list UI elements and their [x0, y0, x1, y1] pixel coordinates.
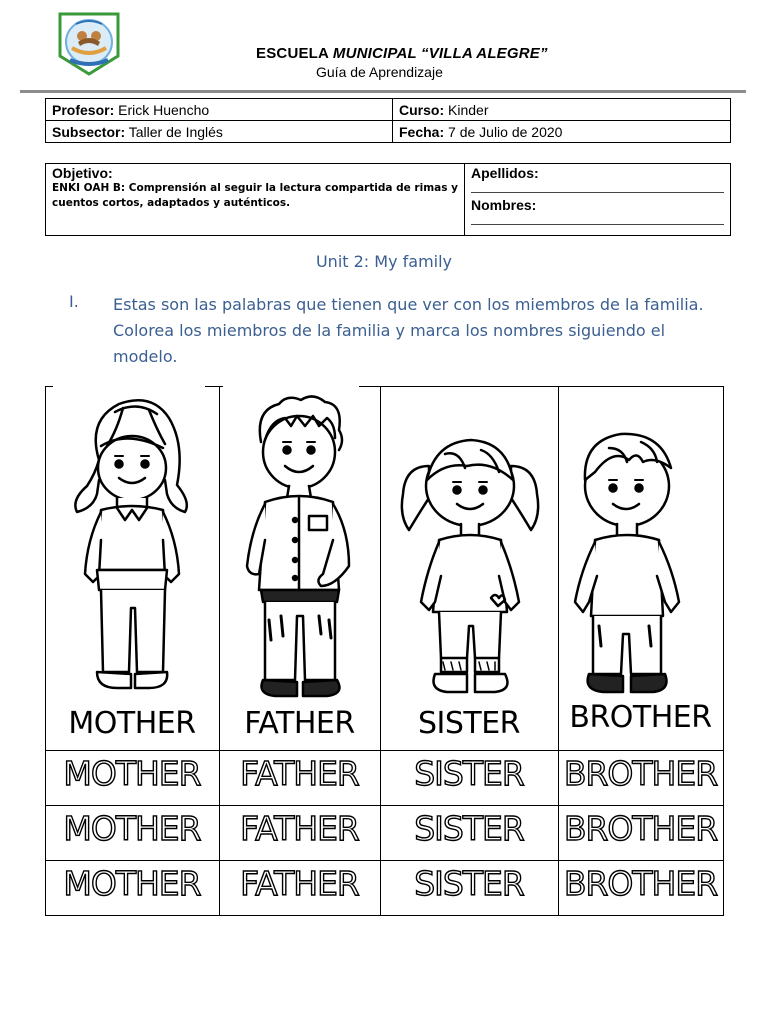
trace-father-2[interactable]: FATHER [240, 809, 359, 848]
word-sister: SISTER [417, 706, 521, 741]
fecha-cell: Fecha: 7 de Julio de 2020 [393, 121, 731, 143]
subsector-cell: Subsector: Taller de Inglés [46, 121, 393, 143]
grid-line [45, 805, 724, 806]
trace-mother-3[interactable]: MOTHER [63, 864, 201, 903]
grid-line [205, 386, 223, 387]
instruction-text: Estas son las palabras que tienen que ver con los miembros de la familia. Colorea los miembros de la familia y marca los nombres siguiendo el modelo. [113, 295, 704, 366]
instruction-number: I. [69, 292, 79, 311]
brother-figure [569, 390, 709, 702]
school-logo [58, 12, 120, 76]
grid-line [723, 386, 724, 916]
father-figure [235, 390, 365, 702]
apellidos-line[interactable] [471, 181, 724, 193]
word-father: FATHER [244, 706, 355, 741]
word-mother: MOTHER [68, 706, 196, 741]
unit-title: Unit 2: My family [315, 252, 453, 271]
family-grid [45, 386, 724, 916]
grid-line [359, 386, 724, 387]
student-name-cell [465, 164, 730, 235]
trace-brother-1[interactable]: BROTHER [563, 754, 718, 793]
word-brother: BROTHER [569, 700, 712, 735]
grid-line [45, 915, 724, 916]
grid-line [45, 860, 724, 861]
trace-father-1[interactable]: FATHER [240, 754, 359, 793]
trace-mother-2[interactable]: MOTHER [63, 809, 201, 848]
trace-father-3[interactable]: FATHER [240, 864, 359, 903]
document-subtitle: Guía de Aprendizaje [316, 64, 443, 80]
apellidos-label: Apellidos: [471, 165, 539, 181]
trace-brother-2[interactable]: BROTHER [563, 809, 718, 848]
nombres-line[interactable] [471, 213, 724, 225]
nombres-label: Nombres: [471, 197, 537, 213]
grid-line [45, 750, 724, 751]
info-table [45, 98, 731, 143]
sister-figure [395, 390, 545, 702]
trace-sister-1[interactable]: SISTER [414, 754, 524, 793]
objective-cell [46, 164, 465, 235]
objective-text: ENKI OAH B: Comprensión al seguir la lectura compartida de rimas y cuentos cortos, adaptados y auténticos. [52, 182, 458, 209]
profesor-cell: Profesor: Erick Huencho [46, 99, 393, 121]
objective-table [45, 163, 731, 236]
grid-line [45, 386, 53, 387]
school-title: ESCUELA MUNICIPAL “VILLA ALEGRE” [256, 45, 548, 62]
trace-mother-1[interactable]: MOTHER [63, 754, 201, 793]
objective-label: Objetivo: [52, 165, 113, 181]
header-divider [20, 90, 746, 93]
mother-figure [57, 390, 207, 702]
curso-cell: Curso: Kinder [393, 99, 731, 121]
trace-sister-2[interactable]: SISTER [414, 809, 524, 848]
trace-sister-3[interactable]: SISTER [414, 864, 524, 903]
trace-brother-3[interactable]: BROTHER [563, 864, 718, 903]
